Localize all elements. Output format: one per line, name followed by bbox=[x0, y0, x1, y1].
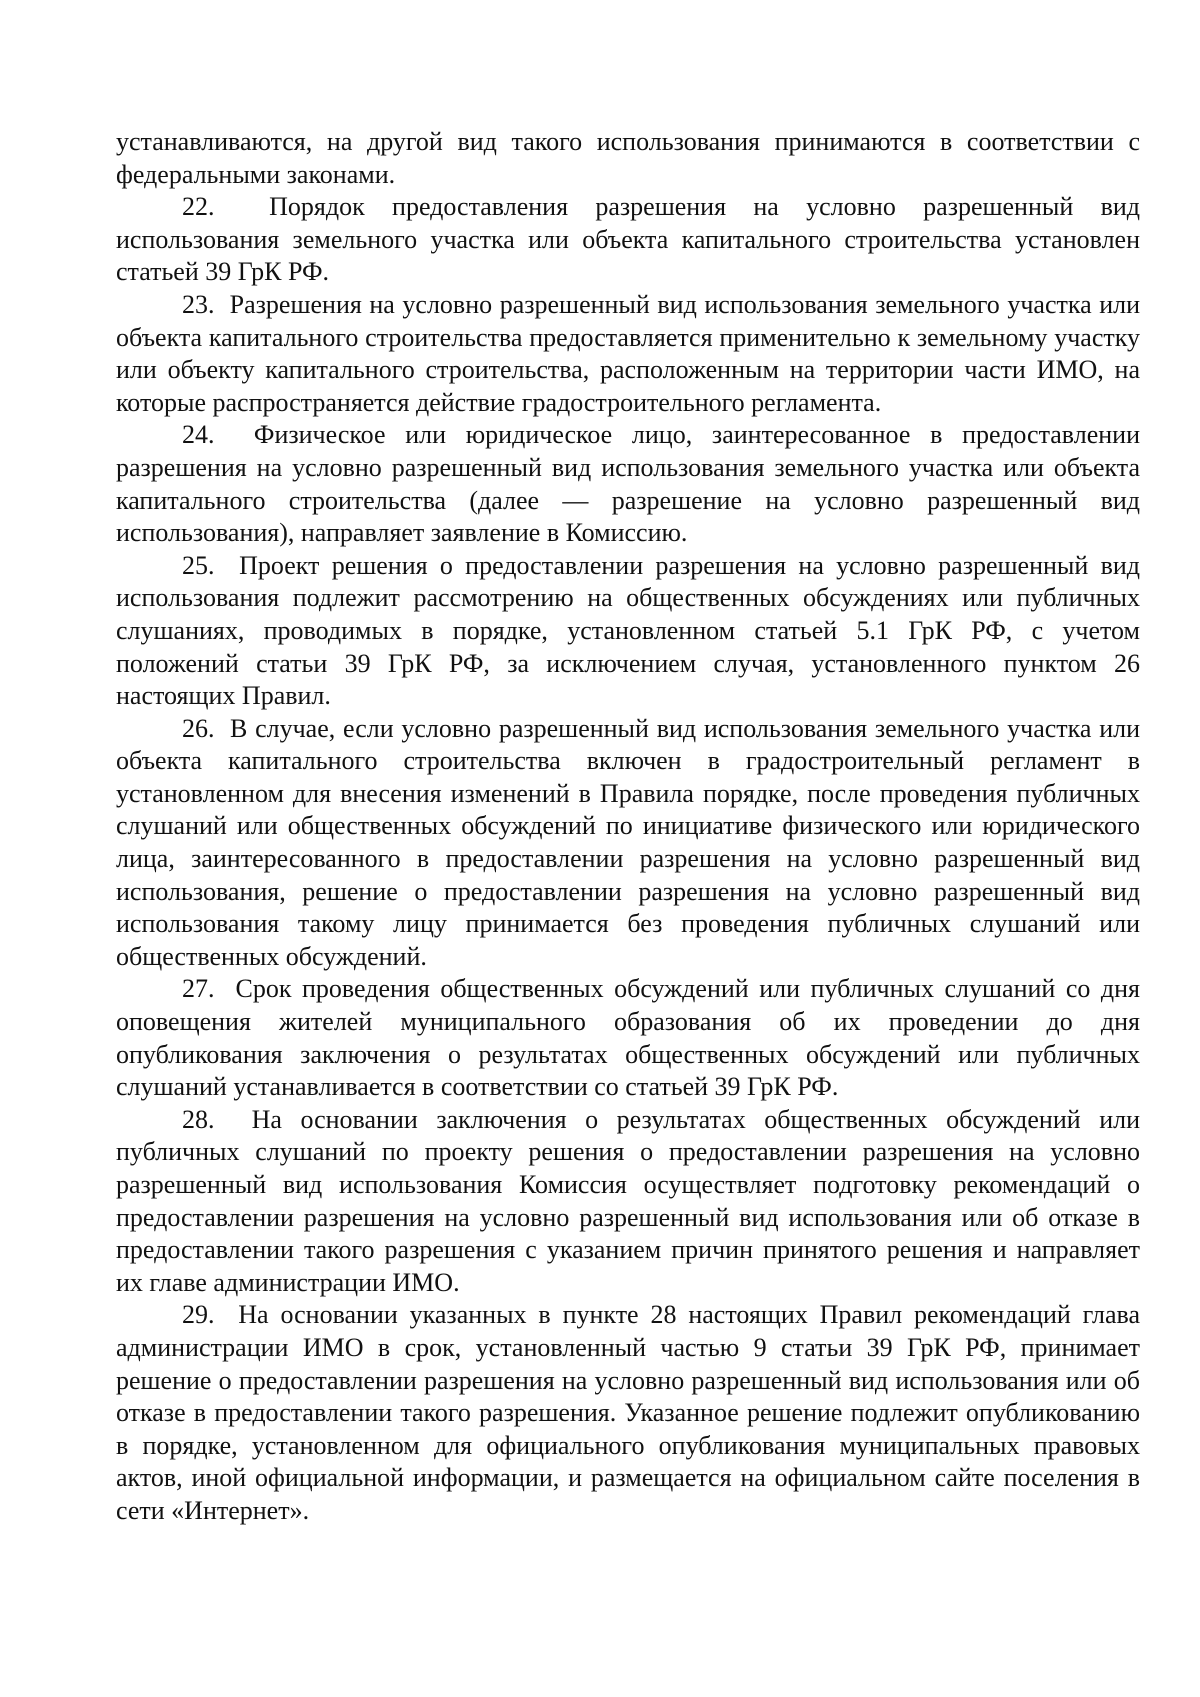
paragraph-22 bbox=[116, 191, 1140, 289]
paragraph-number: 24. bbox=[182, 420, 215, 450]
paragraph-number: 23. bbox=[182, 289, 215, 319]
paragraph-text: На основании заключения о результатах общественных обсуждений или публичных слушаний по проекту решения о предоставлении разрешения на условно разрешенный вид использования Комиссия осуществляет подготовку рекомендаций о предоставлении разрешения на условно разрешенный вид использования или об отказе в предоставлении такого разрешения с указанием причин принятого решения и направляет их главе администрации ИМО. bbox=[116, 1104, 1140, 1297]
paragraph-text: Порядок предоставления разрешения на условно разрешенный вид использования земельного участка или объекта капитального строительства установлен статьей 39 ГрК РФ. bbox=[116, 192, 1141, 287]
paragraph-text: Разрешения на условно разрешенный вид использования земельного участка или объекта капитального строительства предоставляется применительно к земельному участку или объекту капитального строительства, расположенным на территории части ИМО, на которые распространяется действие градостроительного регламента. bbox=[116, 289, 1141, 417]
paragraph-number: 28. bbox=[182, 1104, 215, 1134]
paragraph-number: 29. bbox=[182, 1300, 215, 1330]
paragraph-27 bbox=[116, 973, 1140, 1103]
paragraph-text: Срок проведения общественных обсуждений или публичных слушаний со дня оповещения жителей муниципального образования об их проведении до дня опубликования заключения о результатах общественных обсуждений или публичных слушаний устанавливается в соответствии со статьей 39 ГрК РФ. bbox=[116, 974, 1141, 1102]
paragraph-text: В случае, если условно разрешенный вид использования земельного участка или объекта капитального строительства включен в градостроительный регламент в установленном для внесения изменений в Правила порядке, после проведения публичных слушаний или общественных обсуждений по инициативе физического или юридического лица, заинтересованного в предоставлении разрешения на условно разрешенный вид использования, решение о предоставлении разрешения на условно разрешенный вид использования такому лицу принимается без проведения публичных слушаний или общественных обсуждений. bbox=[116, 713, 1141, 971]
paragraph-text: На основании указанных в пункте 28 настоящих Правил рекомендаций глава администрации ИМО в срок, установленный частью 9 статьи 39 ГрК РФ, принимает решение о предоставлении разрешения на условно разрешенный вид использования или об отказе в предоставлении такого разрешения. Указанное решение подлежит опубликованию в порядке, установленном для официального опубликования муниципальных правовых актов, иной официальной информации, и размещается на официальном сайте поселения в сети «Интернет». bbox=[116, 1300, 1140, 1525]
paragraph-29 bbox=[116, 1299, 1140, 1527]
document-body bbox=[116, 126, 1140, 1528]
paragraph-number: 22. bbox=[182, 192, 215, 222]
paragraph-number: 26. bbox=[182, 713, 215, 743]
continuation-paragraph: устанавливаются, на другой вид такого использования принимаются в соответствии с федеральными законами. bbox=[116, 127, 1140, 189]
paragraph-23 bbox=[116, 289, 1140, 419]
paragraph-24 bbox=[116, 419, 1140, 549]
paragraph-25 bbox=[116, 550, 1140, 713]
paragraph-number: 25. bbox=[182, 550, 215, 580]
paragraph-28 bbox=[116, 1104, 1140, 1300]
paragraph-26 bbox=[116, 713, 1140, 974]
paragraph-number: 27. bbox=[182, 974, 215, 1004]
paragraph-text: Физическое или юридическое лицо, заинтересованное в предоставлении разрешения на условно разрешенный вид использования земельного участка или объекта капитального строительства (далее — разрешение на условно разрешенный вид использования), направляет заявление в Комиссию. bbox=[116, 420, 1140, 548]
paragraph-text: Проект решения о предоставлении разрешения на условно разрешенный вид использования подлежит рассмотрению на общественных обсуждениях или публичных слушаниях, проводимых в порядке, установленном статьей 5.1 ГрК РФ, с учетом положений статьи 39 ГрК РФ, за исключением случая, установленного пунктом 26 настоящих Правил. bbox=[116, 550, 1141, 711]
